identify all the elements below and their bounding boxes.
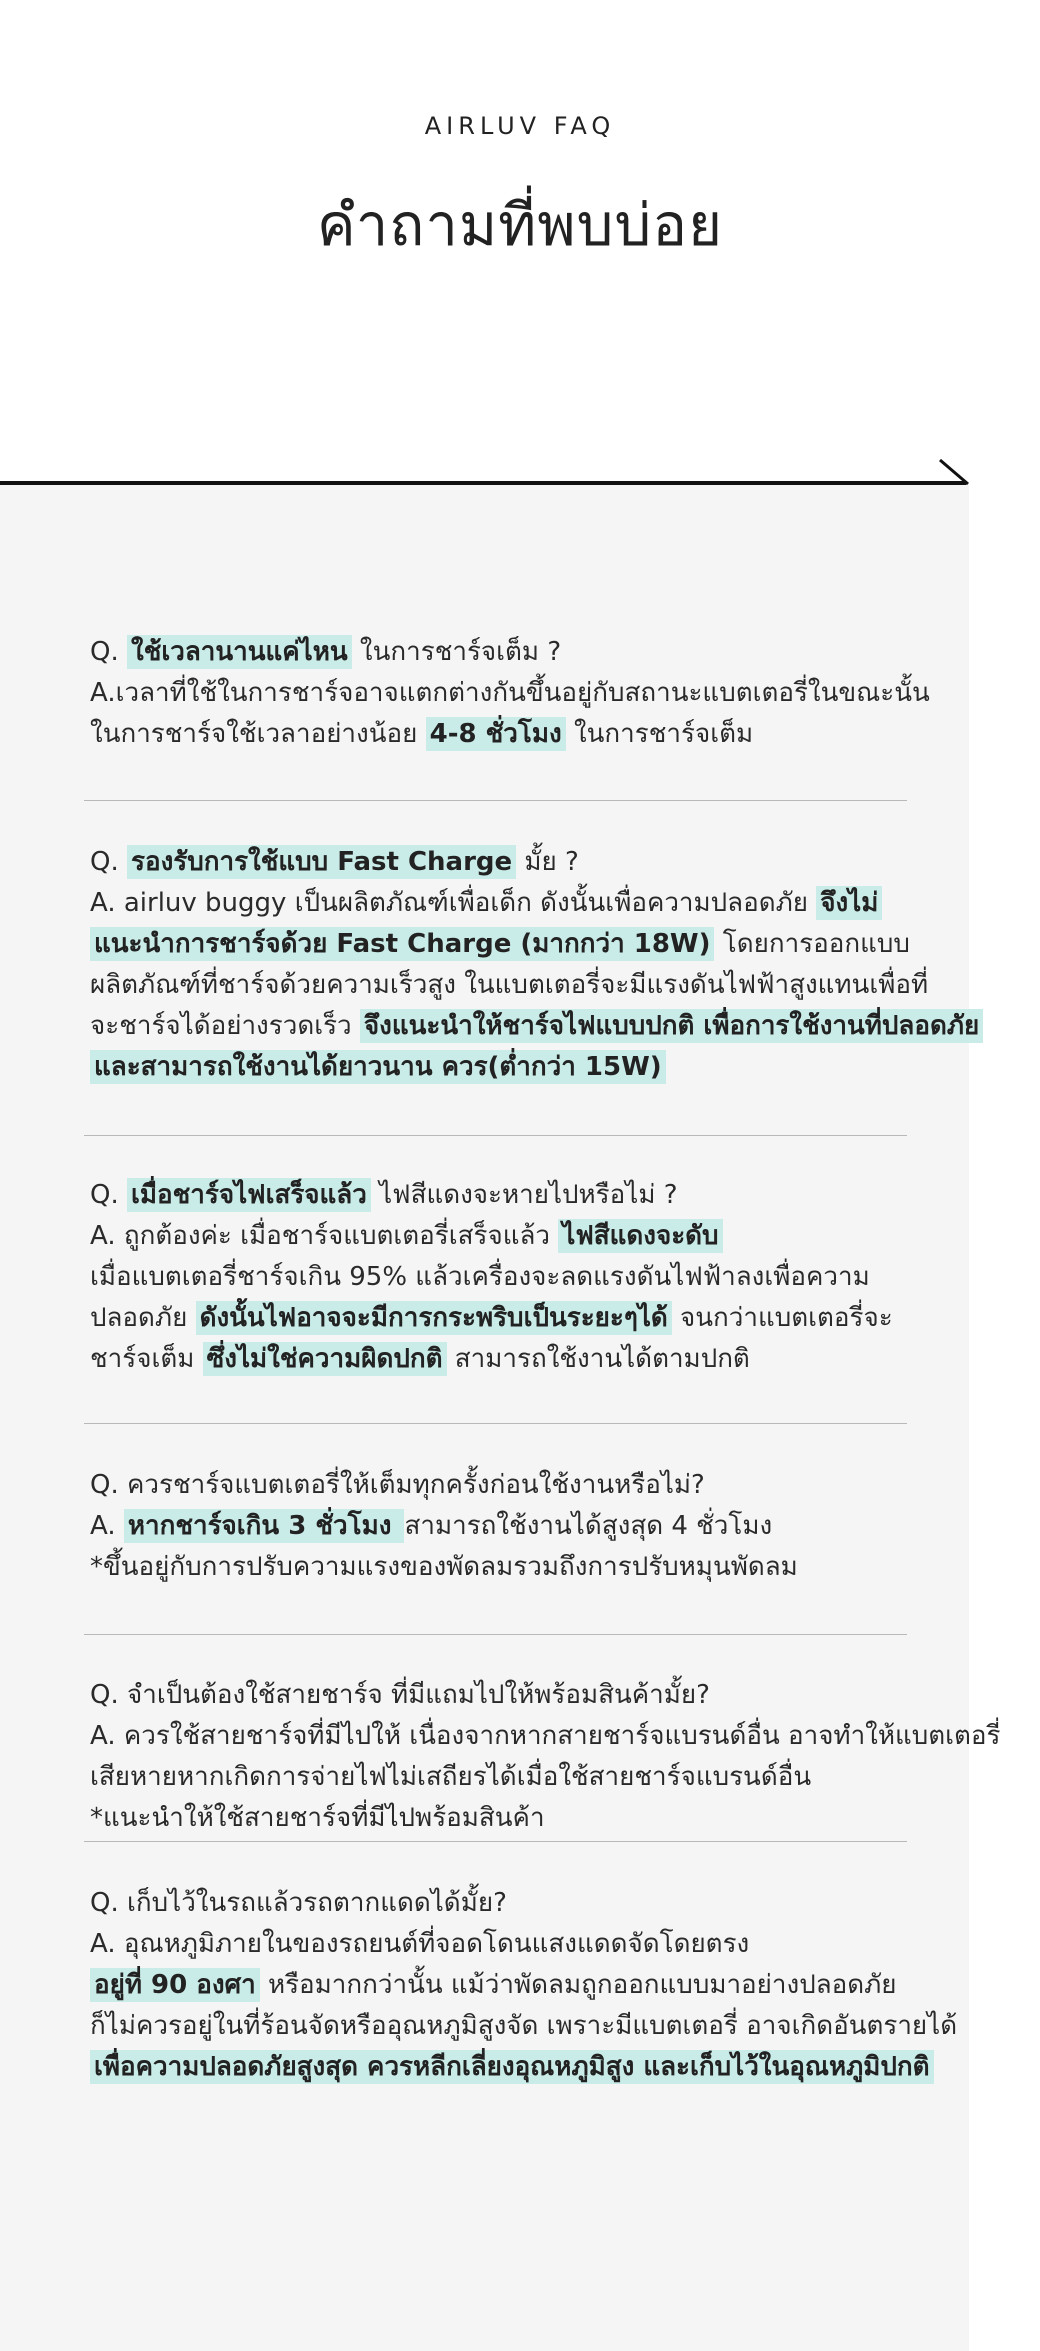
text-segment: A. airluv buggy เป็นผลิตภัณฑ์เพื่อเด็ก ดังนั้นเพื่อความปลอดภัย: [90, 888, 817, 918]
text-segment: มั้ย ?: [516, 847, 579, 877]
highlight-text: ไฟสีแดงจะดับ: [558, 1219, 722, 1253]
faq-divider: [84, 1634, 907, 1635]
text-segment: A. ควรใช้สายชาร์จที่มีไปให้ เนื่องจากหากสายชาร์จแบรนด์อื่น อาจทำให้แบตเตอรี่: [90, 1721, 1001, 1751]
faq-question: [90, 1175, 960, 1216]
faq-divider: [84, 1423, 907, 1424]
faq-answer-line: [90, 1257, 960, 1298]
text-segment: จะชาร์จได้อย่างรวดเร็ว: [90, 1011, 360, 1041]
corner-arrow-icon: [938, 458, 972, 488]
faq-answer-line: [90, 965, 960, 1006]
text-segment: สามารถใช้งานได้ตามปกติ: [446, 1344, 750, 1374]
faq-item: [90, 1175, 960, 1380]
text-segment: ในการชาร์จเต็ม: [565, 719, 754, 749]
text-segment: Q. จำเป็นต้องใช้สายชาร์จ ที่มีแถมไปให้พร้อมสินค้ามั้ย?: [90, 1680, 710, 1710]
highlight-text: รองรับการใช้แบบ Fast Charge: [127, 845, 516, 879]
text-segment: ในการชาร์จใช้เวลาอย่างน้อย: [90, 719, 426, 749]
faq-item: [90, 632, 960, 755]
faq-answer-line: [90, 1547, 960, 1588]
faq-answer-line: [90, 924, 960, 965]
faq-question: [90, 1675, 960, 1716]
faq-answer-line: [90, 1965, 960, 2006]
faq-question: [90, 1883, 960, 1924]
text-segment: *แนะนำให้ใช้สายชาร์จที่มีไปพร้อมสินค้า: [90, 1803, 545, 1833]
text-segment: ก็ไม่ควรอยู่ในที่ร้อนจัดหรืออุณหภูมิสูงจัด เพราะมีแบตเตอรี่ อาจเกิดอันตรายได้: [90, 2011, 958, 2041]
highlight-text: จึงแนะนำให้ชาร์จไฟแบบปกติ เพื่อการใช้งานที่ปลอดภัย: [360, 1009, 983, 1043]
highlight-text: อยู่ที่ 90 องศา: [90, 1968, 260, 2002]
brand-label: AIRLUV FAQ: [424, 112, 616, 140]
faq-divider: [84, 1841, 907, 1842]
highlight-text: ซึ่งไม่ใช่ความผิดปกติ: [203, 1342, 447, 1376]
highlight-text: จึงไม่: [816, 886, 882, 920]
text-segment: ในการชาร์จเต็ม ?: [351, 637, 562, 667]
text-segment: เมื่อแบตเตอรี่ชาร์จเกิน 95% แล้วเครื่องจะลดแรงดันไฟฟ้าลงเพื่อความ: [90, 1262, 870, 1292]
highlight-text: ดังนั้นไฟอาจจะมีการกระพริบเป็นระยะๆได้: [196, 1301, 672, 1335]
text-segment: Q.: [90, 1180, 127, 1210]
text-segment: ผลิตภัณฑ์ที่ชาร์จด้วยความเร็วสูง ในแบตเตอรี่จะมีแรงดันไฟฟ้าสูงแทนเพื่อที่: [90, 970, 929, 1000]
text-segment: A. ถูกต้องค่ะ เมื่อชาร์จแบตเตอรี่เสร็จแล้ว: [90, 1221, 559, 1251]
faq-item: [90, 1883, 960, 2088]
text-segment: เสียหายหากเกิดการจ่ายไฟไม่เสถียรได้เมื่อใช้สายชาร์จแบรนด์อื่น: [90, 1762, 812, 1792]
faq-answer-line: [90, 673, 960, 714]
faq-answer-line: [90, 2047, 960, 2088]
text-segment: ชาร์จเต็ม: [90, 1344, 203, 1374]
faq-divider: [84, 1135, 907, 1136]
faq-answer-line: [90, 1757, 960, 1798]
faq-divider: [84, 800, 907, 801]
faq-question: [90, 632, 960, 673]
faq-answer-line: [90, 1047, 960, 1088]
faq-answer-line: [90, 1216, 960, 1257]
text-segment: จนกว่าแบตเตอรี่จะ: [671, 1303, 893, 1333]
faq-answer-line: [90, 883, 960, 924]
text-segment: A.เวลาที่ใช้ในการชาร์จอาจแตกต่างกันขึ้นอยู่กับสถานะแบตเตอรี่ในขณะนั้น: [90, 678, 930, 708]
page-title: คำถามที่พบบ่อย: [316, 191, 724, 259]
highlight-text: และสามารถใช้งานได้ยาวนาน ควร(ต่ำกว่า 15W): [90, 1050, 666, 1084]
highlight-text: หากชาร์จเกิน 3 ชั่วโมง: [124, 1509, 405, 1543]
faq-answer-line: [90, 1298, 960, 1339]
highlight-text: แนะนำการชาร์จด้วย Fast Charge (มากกว่า 18W): [90, 927, 714, 961]
text-segment: Q.: [90, 637, 127, 667]
highlight-text: เมื่อชาร์จไฟเสร็จแล้ว: [127, 1178, 371, 1212]
text-segment: Q.: [90, 847, 127, 877]
faq-answer-line: [90, 1716, 1001, 1757]
faq-answer-line: [90, 1798, 960, 1839]
text-segment: Q. ควรชาร์จแบตเตอรี่ให้เต็มทุกครั้งก่อนใช้งานหรือไม่?: [90, 1470, 705, 1500]
text-segment: A.: [90, 1511, 124, 1541]
text-segment: ปลอดภัย: [90, 1303, 196, 1333]
text-segment: *ขึ้นอยู่กับการปรับความแรงของพัดลมรวมถึงการปรับหมุนพัดลม: [90, 1552, 798, 1582]
text-segment: หรือมากกว่านั้น แม้ว่าพัดลมถูกออกแบบมาอย่างปลอดภัย: [259, 1970, 897, 2000]
text-segment: Q. เก็บไว้ในรถแล้วรถตากแดดได้มั้ย?: [90, 1888, 507, 1918]
highlight-text: 4-8 ชั่วโมง: [426, 717, 566, 751]
faq-answer-line: [90, 1506, 960, 1547]
faq-question: [90, 1465, 960, 1506]
highlight-text: ใช้เวลานานแค่ไหน: [127, 635, 352, 669]
faq-answer-line: [90, 714, 960, 755]
text-segment: สามารถใช้งานได้สูงสุด 4 ชั่วโมง: [404, 1511, 773, 1541]
text-segment: ไฟสีแดงจะหายไปหรือไม่ ?: [370, 1180, 678, 1210]
highlight-text: เพื่อความปลอดภัยสูงสุด ควรหลีกเลี่ยงอุณหภูมิสูง และเก็บไว้ในอุณหภูมิปกติ: [90, 2050, 934, 2084]
faq-item: [90, 1675, 1001, 1839]
faq-question: [90, 842, 960, 883]
faq-answer-line: [90, 1339, 960, 1380]
faq-item: [90, 1465, 960, 1588]
faq-answer-line: [90, 2006, 960, 2047]
page-header: [0, 0, 1040, 480]
faq-item: [90, 842, 980, 1088]
text-segment: โดยการออกแบบ: [714, 929, 910, 959]
faq-answer-line: [90, 1924, 960, 1965]
faq-answer-line: [90, 1006, 980, 1047]
text-segment: A. อุณหภูมิภายในของรถยนต์ที่จอดโดนแสงแดดจัดโดยตรง: [90, 1929, 750, 1959]
